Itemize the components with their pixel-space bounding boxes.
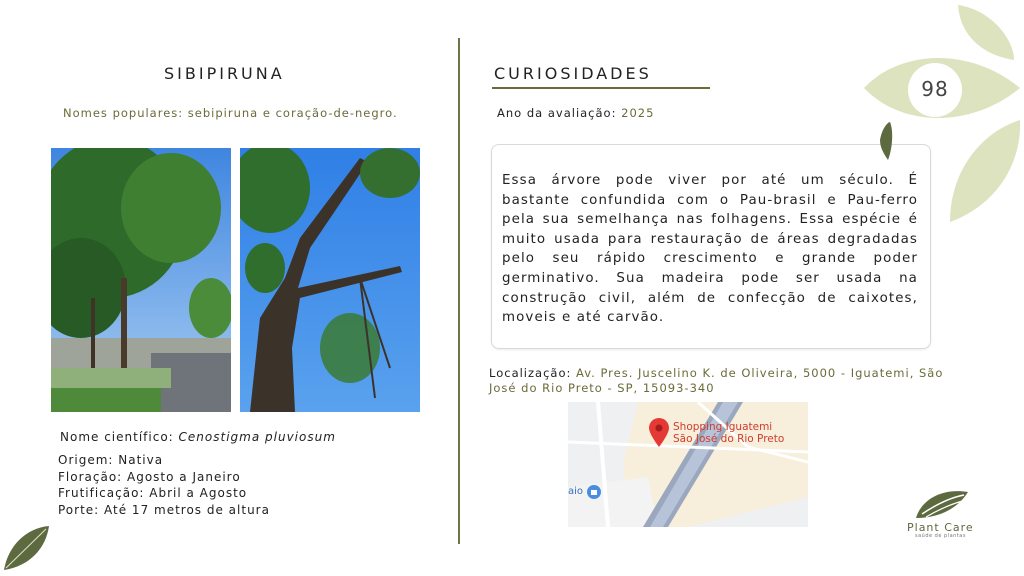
origin: Origem: Nativa — [58, 453, 164, 467]
popular-names: Nomes populares: sebipiruna e coração-de-negro. — [63, 106, 398, 120]
plant-care-logo — [914, 488, 970, 524]
year-value: 2025 — [621, 106, 655, 120]
location-label: Localização: — [489, 366, 572, 380]
location-map[interactable] — [568, 402, 808, 527]
map-place-line1: Shopping Iguatemi — [673, 421, 773, 433]
brand-tagline: saúde de plantas — [915, 533, 966, 539]
curiosities-title: CURIOSIDADES — [494, 64, 652, 83]
location-value: Av. Pres. Juscelino K. de Oliveira, 5000 - Iguatemi, São José do Rio Preto - SP, 15093-340 — [489, 366, 944, 395]
tree-title: SIBIPIRUNA — [164, 64, 285, 83]
scientific-name-line — [60, 429, 336, 446]
map-place-line2: São José do Rio Preto — [673, 433, 785, 445]
tree-photo-1 — [51, 148, 231, 412]
year-label: Ano da avaliação: — [497, 106, 617, 120]
page-number: 98 — [921, 77, 949, 101]
scientific-label: Nome científico: — [60, 430, 174, 444]
map-edge-text: aio — [568, 486, 584, 497]
fruiting: Frutificação: Abril a Agosto — [58, 486, 248, 500]
map-place-label — [673, 421, 784, 445]
tree-photo-2 — [240, 148, 420, 412]
brand-name: Plant Care — [907, 521, 974, 534]
column-divider — [458, 38, 460, 544]
location — [489, 366, 974, 396]
evaluation-year — [497, 106, 654, 120]
map-pin-icon[interactable] — [648, 418, 670, 452]
flowering: Floração: Agosto a Janeiro — [58, 470, 241, 484]
curiosities-text: Essa árvore pode viver por até um século. É bastante confundida com o Pau-brasil e Pau-ferro pela sua semelhança nas folhagens. Essa espécie é muito usada para restauração de áreas degradadas pelo seu rápido crescimento e grande poder germinativo. Sua madeira pode ser usada na construção civil, além de confecção de caixotes, moveis e até carvão. — [502, 173, 918, 326]
size: Porte: Até 17 metros de altura — [58, 503, 270, 517]
scientific-name: Cenostigma pluviosum — [178, 430, 336, 444]
title-underline — [492, 87, 710, 89]
leaf-icon — [2, 524, 52, 576]
